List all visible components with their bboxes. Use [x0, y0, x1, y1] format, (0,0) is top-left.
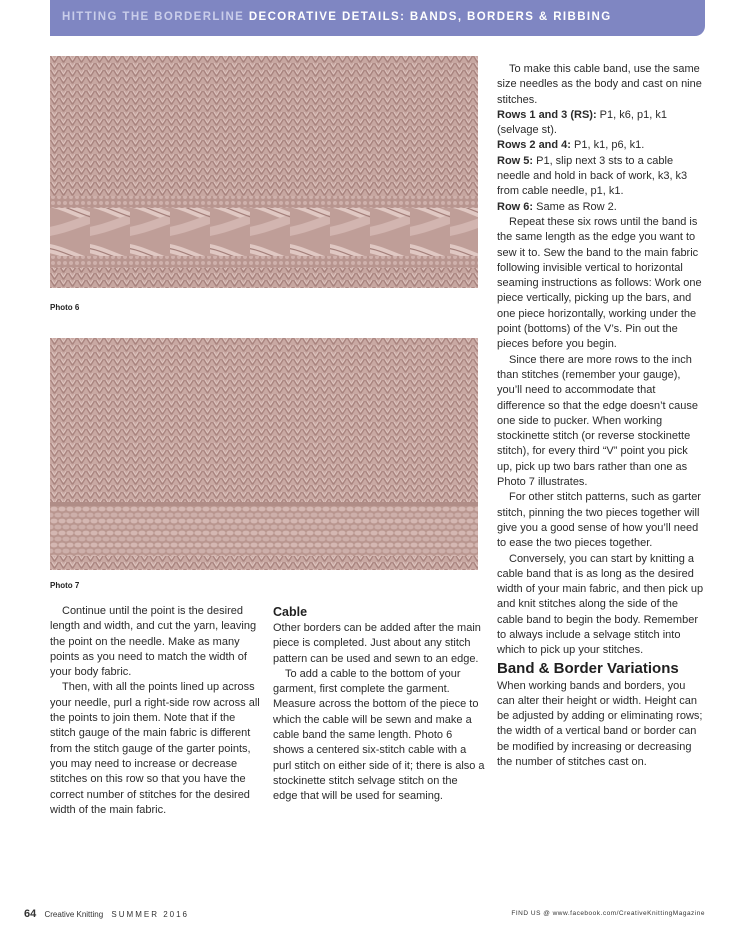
row-label: Row 5: — [497, 154, 534, 167]
paragraph: To make this cable band, use the same size needles as the body and cast on nine stitches. — [497, 63, 702, 106]
photo-6-caption: Photo 6 — [50, 303, 80, 312]
paragraph: Conversely, you can start by knitting a cable band that is as long as the desired width of your main fabric, and then pick up and knit stitches along the side of the cable band to begin the body. Remember to always include a selvage stitch into which to pick up your stitches. — [497, 552, 704, 657]
text-column-2 — [273, 604, 485, 805]
header-title: DECORATIVE DETAILS: BANDS, BORDERS & RIBBING — [248, 11, 612, 23]
pattern-row — [497, 108, 705, 139]
footer-find-us: FIND US @ www.facebook.com/CreativeKnittingMagazine — [511, 910, 705, 917]
header-section-name: HITTING THE BORDERLINE — [62, 11, 245, 23]
photo-7-caption: Photo 7 — [50, 581, 80, 590]
paragraph: For other stitch patterns, such as garter stitch, pinning the two pieces together will give you a good sense of how you’ll need to ease the two pieces together. — [497, 491, 701, 550]
paragraph: Then, with all the points lined up across your needle, purl a right-side row across all the points to join them. Note that if the stitch gauge of the main fabric is different from the stitch gauge of the garter points, you may need to increase or decrease stitches on this row so that you have the correct number of stitches for the desired width of the main fabric. — [50, 681, 260, 816]
row-label: Rows 2 and 4: — [497, 139, 571, 152]
row-text: P1, k1, p6, k1. — [570, 139, 645, 152]
paragraph: To add a cable to the bottom of your garment, first complete the garment. Measure across the bottom of the piece to which the cable will be sewn and make a cable band the same length. Photo 6 shows a centered six-stitch cable with a purl stitch on either side of it; there is also a stockinette stitch selvage stitch on the edge that will be used for seaming. — [273, 667, 485, 803]
text-column-1 — [50, 604, 262, 818]
photo-6-cable-band — [50, 56, 478, 288]
row-label: Rows 1 and 3 (RS): — [497, 108, 597, 121]
row-label: Row 6: — [497, 200, 534, 213]
cable-heading: Cable — [273, 605, 308, 619]
pattern-row — [497, 200, 705, 215]
paragraph: Since there are more rows to the inch than stitches (remember your gauge), you’ll need to accommodate that difference so that the edge doesn’t cause one side to pucker. When working stockinette stitch (or reverse stockinette stitch), for every third “V” point you pick up, pick up two bars rather than one as Photo 7 illustrates. — [497, 353, 698, 489]
issue-label: SUMMER 2016 — [111, 910, 189, 919]
text-column-3 — [497, 62, 705, 770]
magazine-name: Creative Knitting — [44, 910, 104, 919]
row-text: P1, k6, p1, k1 (selvage st). — [497, 108, 667, 137]
pattern-row — [497, 138, 705, 153]
paragraph: Continue until the point is the desired length and width, and cut the yarn, leaving the point on the needle. Make as many points as you need to match the width of your body fabric. — [50, 605, 257, 679]
header-text — [62, 11, 612, 23]
paragraph: When working bands and borders, you can alter their height or width. Height can be adjusted by adding or eliminating rows; the width of a vertical band or border can be modified by increasing or decreasing the number of stitches cast on. — [497, 679, 703, 769]
footer-folio — [24, 908, 189, 920]
pattern-row — [497, 154, 705, 200]
photo-7-garter-seam — [50, 338, 478, 570]
section-header-bar — [50, 0, 705, 36]
paragraph: Repeat these six rows until the band is the same length as the edge you want to sew it to. Sew the band to the main fabric following invisible vertical to horizontal seaming instructions as follows: Work one piece vertically, picking up the bars, and one piece horizontally, working under the point (bottoms) of the V’s. Pin out the pieces before you begin. — [497, 215, 702, 351]
band-border-variations-heading: Band & Border Variations — [497, 659, 679, 677]
row-text: Same as Row 2. — [533, 200, 617, 213]
row-text: P1, slip next 3 sts to a cable needle and hold in back of work, k3, k3 from cable needle, p1, k1. — [497, 154, 688, 198]
paragraph: Other borders can be added after the main piece is completed. Just about any stitch pattern can be used and sewn to an edge. — [273, 622, 481, 665]
page-number: 64 — [24, 908, 37, 920]
